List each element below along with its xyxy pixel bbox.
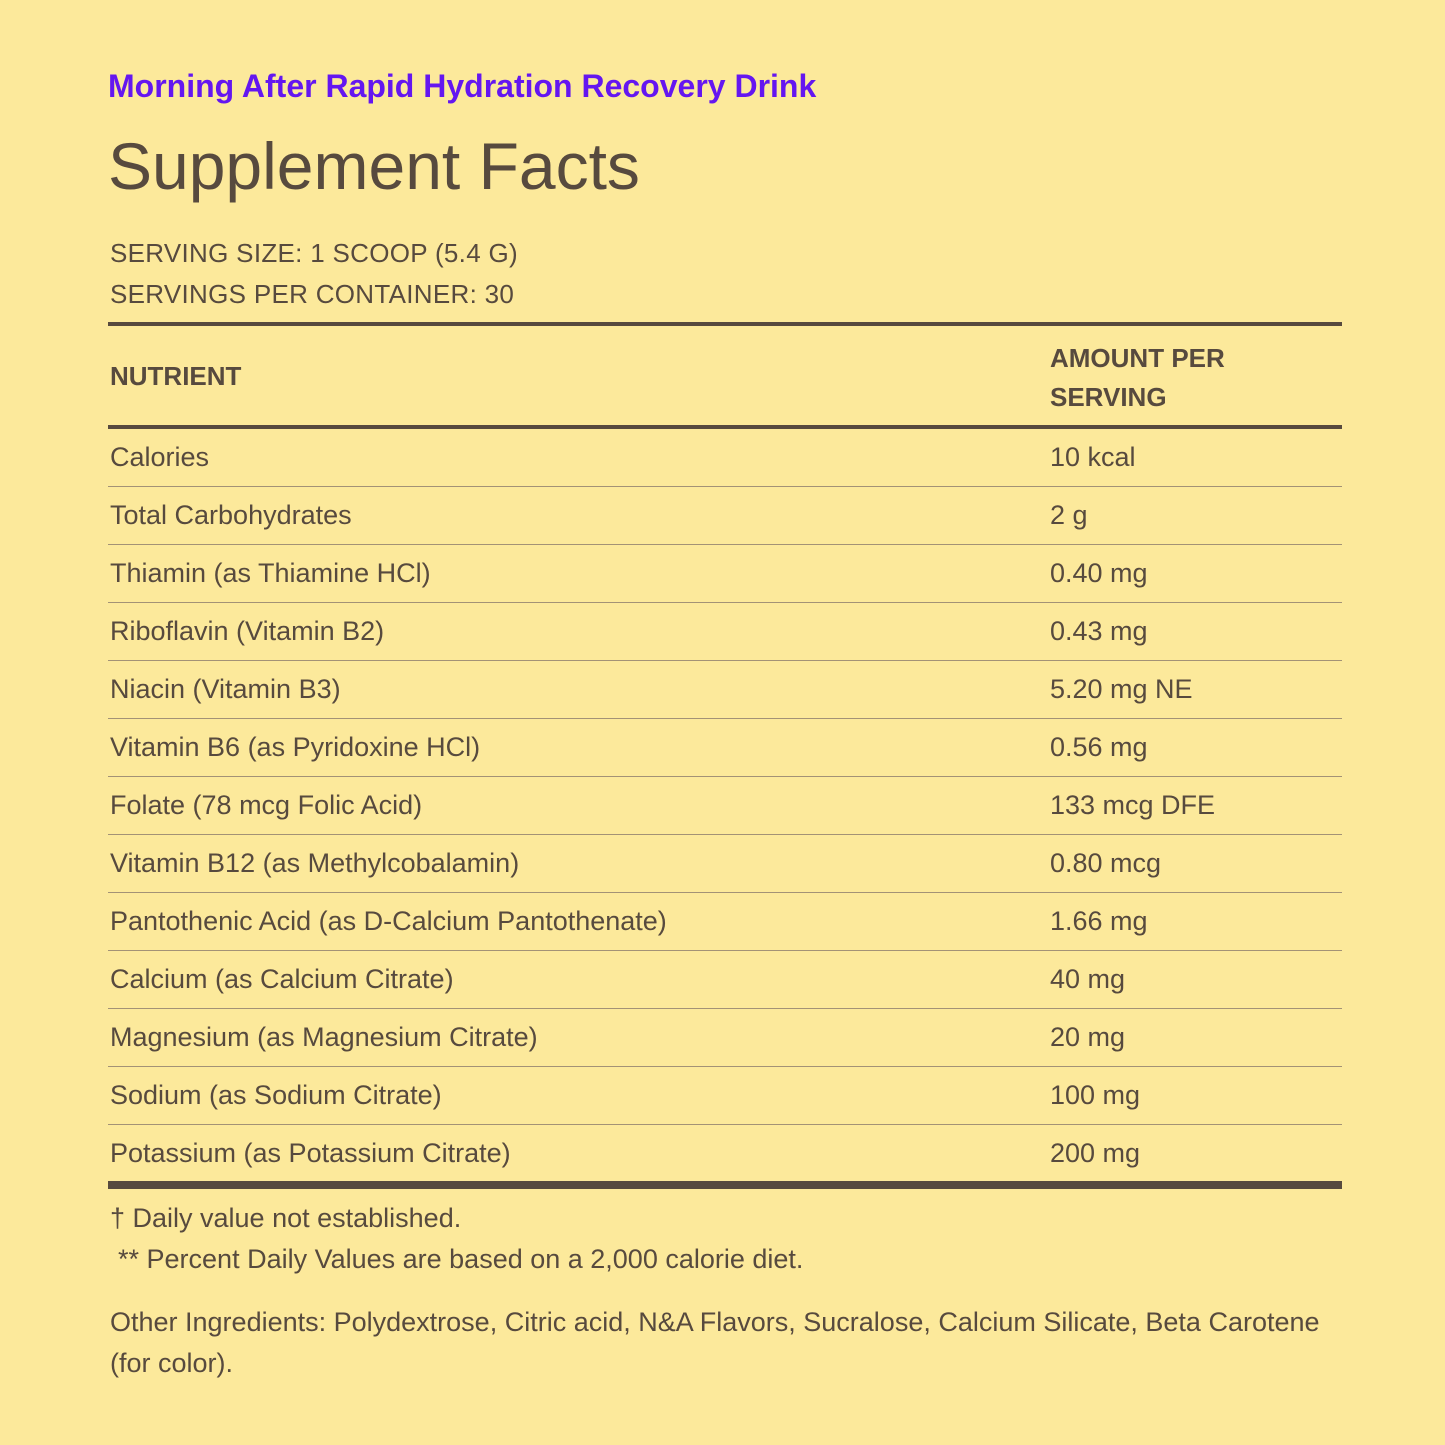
column-header-nutrient: NUTRIENT: [110, 361, 242, 391]
table-row: [108, 545, 1342, 603]
nutrient-amount: 20 mg: [1050, 1022, 1126, 1052]
table-row: [108, 835, 1342, 893]
nutrient-amount: 0.56 mg: [1050, 732, 1148, 762]
table-row: [108, 951, 1342, 1009]
nutrient-name: Magnesium (as Magnesium Citrate): [110, 1022, 538, 1052]
nutrient-name: Sodium (as Sodium Citrate): [110, 1080, 442, 1110]
table-row: [108, 719, 1342, 777]
top-divider: [108, 322, 1342, 326]
column-header-amount: AMOUNT PER SERVING: [1050, 343, 1225, 412]
nutrient-name: Vitamin B6 (as Pyridoxine HCl): [110, 732, 481, 762]
nutrient-amount: 0.43 mg: [1050, 616, 1148, 646]
nutrient-name: Riboflavin (Vitamin B2): [110, 616, 385, 646]
table-row: [108, 1125, 1342, 1183]
table-row: [108, 1009, 1342, 1067]
nutrient-name: Potassium (as Potassium Citrate): [110, 1138, 511, 1168]
other-ingredients: Other Ingredients: Polydextrose, Citric acid, N&A Flavors, Sucralose, Calcium Silicate, Beta Carotene (for color).: [110, 1307, 1320, 1378]
product-name: Morning After Rapid Hydration Recovery Drink: [108, 68, 817, 104]
footnote-percent-daily-values: ** Percent Daily Values are based on a 2,000 calorie diet.: [118, 1244, 804, 1274]
table-row: [108, 487, 1342, 545]
table-row: [108, 603, 1342, 661]
nutrient-amount: 1.66 mg: [1050, 906, 1148, 936]
nutrient-name: Folate (78 mcg Folic Acid): [110, 790, 423, 820]
nutrient-amount: 100 mg: [1050, 1080, 1141, 1110]
nutrient-name: Total Carbohydrates: [110, 500, 352, 530]
nutrient-table: [108, 429, 1342, 1183]
nutrient-amount: 40 mg: [1050, 964, 1126, 994]
page-title: Supplement Facts: [108, 129, 640, 203]
nutrient-name: Calories: [110, 442, 210, 472]
nutrient-name: Pantothenic Acid (as D-Calcium Pantothenate): [110, 906, 667, 936]
table-row: [108, 429, 1342, 487]
table-row: [108, 777, 1342, 835]
nutrient-amount: 10 kcal: [1050, 442, 1136, 472]
nutrient-name: Niacin (Vitamin B3): [110, 674, 341, 704]
nutrient-name: Thiamin (as Thiamine HCl): [110, 558, 431, 588]
serving-size: SERVING SIZE: 1 SCOOP (5.4 G): [110, 238, 518, 268]
nutrient-amount: 200 mg: [1050, 1138, 1141, 1168]
footnote-daily-value: † Daily value not established.: [110, 1203, 462, 1233]
nutrient-amount: 0.80 mcg: [1050, 848, 1162, 878]
table-row: [108, 661, 1342, 719]
nutrient-name: Vitamin B12 (as Methylcobalamin): [110, 848, 520, 878]
nutrient-amount: 5.20 mg NE: [1050, 674, 1193, 704]
nutrient-amount: 0.40 mg: [1050, 558, 1148, 588]
nutrient-name: Calcium (as Calcium Citrate): [110, 964, 454, 994]
nutrient-amount: 2 g: [1050, 500, 1088, 530]
table-row: [108, 893, 1342, 951]
table-row: [108, 1067, 1342, 1125]
nutrient-amount: 133 mcg DFE: [1050, 790, 1216, 820]
bottom-divider: [108, 1181, 1342, 1189]
servings-per-container: SERVINGS PER CONTAINER: 30: [110, 279, 515, 309]
